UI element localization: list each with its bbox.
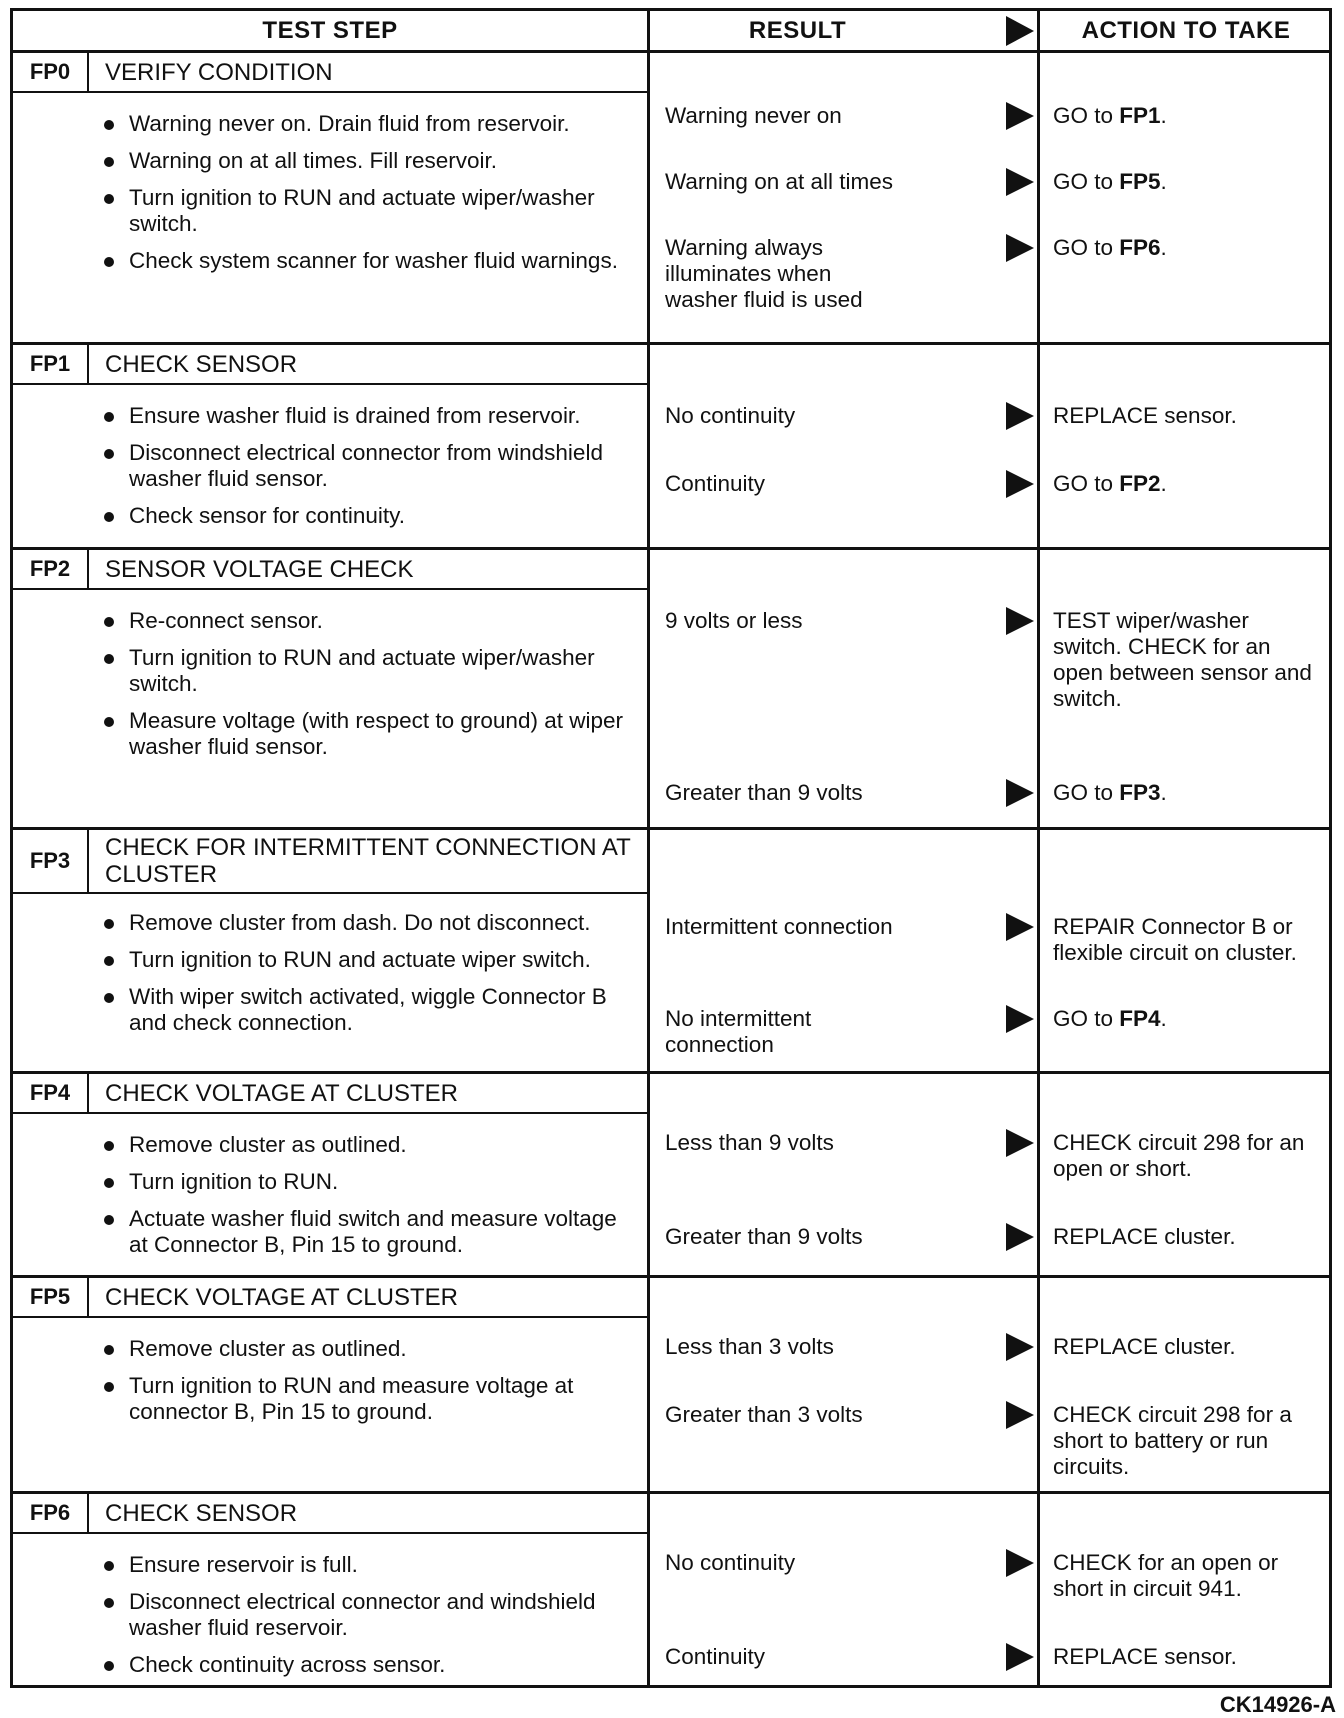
result-text: Intermittent connection: [665, 914, 893, 939]
action-step-ref: FP3: [1119, 780, 1161, 805]
section-fp0: [13, 53, 1329, 342]
step-instruction: Remove cluster as outlined.: [13, 1336, 647, 1362]
result-text: Warning on at all times: [665, 169, 894, 194]
action-text: [1053, 1130, 1323, 1182]
step-title: CHECK FOR INTERMITTENT CONNECTION AT CLUSTER: [105, 834, 631, 888]
step-instructions: [13, 111, 647, 285]
action-punct: .: [1160, 471, 1167, 496]
step-instruction: Ensure reservoir is full.: [13, 1552, 647, 1578]
action-text: [1053, 1402, 1323, 1480]
arrow-icon: [1006, 1333, 1034, 1361]
section-fp2: [13, 547, 1329, 827]
step-instruction: Measure voltage (with respect to ground) at wiper washer fluid sensor.: [13, 708, 647, 760]
action-punct: .: [1160, 103, 1167, 128]
result-text: No intermittent connection: [665, 1006, 812, 1057]
step-instructions: [13, 1552, 647, 1689]
step-code: FP3: [13, 830, 89, 892]
action-text: [1053, 608, 1323, 712]
arrow-icon: [1006, 102, 1034, 130]
step-instruction: Turn ignition to RUN and actuate wiper switch.: [13, 947, 647, 973]
arrow-icon: [1006, 168, 1034, 196]
step-instruction: Turn ignition to RUN and measure voltage at connector B, Pin 15 to ground.: [13, 1373, 647, 1425]
header-result: RESULT: [748, 16, 847, 44]
step-code: FP6: [13, 1494, 89, 1532]
action-text: [1053, 914, 1323, 966]
step-instruction: Disconnect electrical connector from windshield washer fluid sensor.: [13, 440, 647, 492]
result-text: Greater than 9 volts: [665, 780, 863, 805]
action-label: CHECK circuit 298 for a short to battery or run circuits.: [1053, 1402, 1292, 1479]
action-step-ref: FP4: [1119, 1006, 1161, 1031]
result-text: Greater than 9 volts: [665, 1224, 863, 1249]
arrow-icon: [1006, 470, 1034, 498]
step-instruction: Turn ignition to RUN.: [13, 1169, 647, 1195]
action-label: GO to: [1053, 235, 1120, 260]
step-instruction: Turn ignition to RUN and actuate wiper/washer switch.: [13, 645, 647, 697]
arrow-icon: [1006, 1401, 1034, 1429]
test-step-table: [10, 8, 1332, 1688]
step-instruction: Actuate washer fluid switch and measure voltage at Connector B, Pin 15 to ground.: [13, 1206, 647, 1258]
step-instruction: Disconnect electrical connector and windshield washer fluid reservoir.: [13, 1589, 647, 1641]
section-fp3: [13, 827, 1329, 1071]
action-label: REPLACE cluster.: [1053, 1334, 1236, 1359]
action-label: GO to: [1053, 103, 1120, 128]
action-punct: .: [1160, 1006, 1167, 1031]
step-instruction: Warning never on. Drain fluid from reservoir.: [13, 111, 647, 137]
column-divider-action: [1037, 11, 1040, 1685]
step-title-bar: [13, 830, 650, 894]
step-instruction: Ensure washer fluid is drained from reservoir.: [13, 403, 647, 429]
action-label: GO to: [1053, 169, 1120, 194]
step-instruction: Check continuity across sensor.: [13, 1652, 647, 1678]
result-text: Less than 9 volts: [665, 1130, 834, 1155]
step-instruction: Remove cluster from dash. Do not disconnect.: [13, 910, 647, 936]
action-text: [1053, 235, 1323, 261]
step-instructions: [13, 608, 647, 771]
step-title: VERIFY CONDITION: [105, 58, 333, 86]
action-label: REPLACE sensor.: [1053, 403, 1237, 428]
action-text: [1053, 1224, 1323, 1250]
action-text: [1053, 1006, 1323, 1032]
action-label: REPAIR Connector B or flexible circuit on cluster.: [1053, 914, 1297, 965]
arrow-icon: [1006, 1005, 1034, 1033]
action-text: [1053, 780, 1323, 806]
action-label: GO to: [1053, 780, 1120, 805]
action-text: [1053, 103, 1323, 129]
result-text: Warning always illuminates when washer fluid is used: [665, 235, 863, 312]
step-title: CHECK VOLTAGE AT CLUSTER: [105, 1079, 458, 1107]
arrow-icon: [1006, 16, 1034, 46]
step-instruction: Warning on at all times. Fill reservoir.: [13, 148, 647, 174]
header-action: ACTION TO TAKE: [1081, 16, 1291, 44]
result-text: Less than 3 volts: [665, 1334, 834, 1359]
action-label: GO to: [1053, 471, 1120, 496]
arrow-icon: [1006, 1223, 1034, 1251]
result-text: Continuity: [665, 1644, 766, 1669]
step-code: FP1: [13, 345, 89, 383]
arrow-icon: [1006, 779, 1034, 807]
result-text: No continuity: [665, 403, 796, 428]
result-text: Continuity: [665, 471, 766, 496]
step-title: SENSOR VOLTAGE CHECK: [105, 555, 414, 583]
action-text: [1053, 403, 1323, 429]
action-punct: .: [1160, 780, 1167, 805]
step-code: FP5: [13, 1278, 89, 1316]
step-title-bar: [13, 345, 647, 385]
step-instruction: Check sensor for continuity.: [13, 503, 647, 529]
result-text: Greater than 3 volts: [665, 1402, 863, 1427]
step-code: FP0: [13, 53, 89, 91]
step-title-bar: [13, 53, 647, 93]
arrow-icon: [1006, 402, 1034, 430]
step-instruction: Remove cluster as outlined.: [13, 1132, 647, 1158]
arrow-icon: [1006, 1643, 1034, 1671]
step-code: FP4: [13, 1074, 89, 1112]
arrow-icon: [1006, 913, 1034, 941]
action-label: TEST wiper/washer switch. CHECK for an open between sensor and switch.: [1053, 608, 1312, 711]
result-text: Warning never on: [665, 103, 842, 128]
step-instruction: Check system scanner for washer fluid warnings.: [13, 248, 647, 274]
step-instruction: With wiper switch activated, wiggle Connector B and check connection.: [13, 984, 647, 1036]
table-header: [13, 11, 1329, 53]
action-label: REPLACE sensor.: [1053, 1644, 1237, 1669]
action-text: [1053, 1644, 1323, 1670]
result-text: 9 volts or less: [665, 608, 803, 633]
figure-id: CK14926-A: [1219, 1692, 1336, 1717]
action-punct: .: [1160, 235, 1167, 260]
step-title-bar: [13, 1494, 650, 1534]
step-code: FP2: [13, 550, 89, 588]
result-text: No continuity: [665, 1550, 796, 1575]
step-title-bar: [13, 550, 647, 590]
section-fp5: [13, 1275, 1329, 1491]
section-fp6: [13, 1491, 1329, 1688]
header-test-step: TEST STEP: [262, 16, 398, 44]
section-fp4: [13, 1071, 1329, 1275]
section-fp1: [13, 342, 1329, 547]
action-text: [1053, 1334, 1323, 1360]
action-label: CHECK for an open or short in circuit 941.: [1053, 1550, 1279, 1601]
step-instructions: [13, 1132, 647, 1269]
action-step-ref: FP5: [1119, 169, 1161, 194]
action-label: CHECK circuit 298 for an open or short.: [1053, 1130, 1305, 1181]
step-instructions: [13, 403, 647, 540]
step-title: CHECK SENSOR: [105, 350, 298, 378]
step-title-bar: [13, 1074, 650, 1114]
arrow-icon: [1006, 1549, 1034, 1577]
column-divider-result: [647, 11, 650, 1685]
action-text: [1053, 169, 1323, 195]
step-title-bar: [13, 1278, 650, 1318]
arrow-icon: [1006, 607, 1034, 635]
arrow-icon: [1006, 234, 1034, 262]
action-text: [1053, 471, 1323, 497]
action-step-ref: FP6: [1119, 235, 1161, 260]
arrow-icon: [1006, 1129, 1034, 1157]
action-label: GO to: [1053, 1006, 1120, 1031]
action-punct: .: [1160, 169, 1167, 194]
action-step-ref: FP2: [1119, 471, 1161, 496]
action-label: REPLACE cluster.: [1053, 1224, 1236, 1249]
step-instructions: [13, 1336, 647, 1436]
step-instruction: Re-connect sensor.: [13, 608, 647, 634]
step-instructions: [13, 910, 647, 1047]
action-text: [1053, 1550, 1323, 1602]
action-step-ref: FP1: [1119, 103, 1161, 128]
step-title: CHECK VOLTAGE AT CLUSTER: [105, 1283, 458, 1311]
step-instruction: Turn ignition to RUN and actuate wiper/washer switch.: [13, 185, 647, 237]
step-title: CHECK SENSOR: [105, 1499, 298, 1527]
